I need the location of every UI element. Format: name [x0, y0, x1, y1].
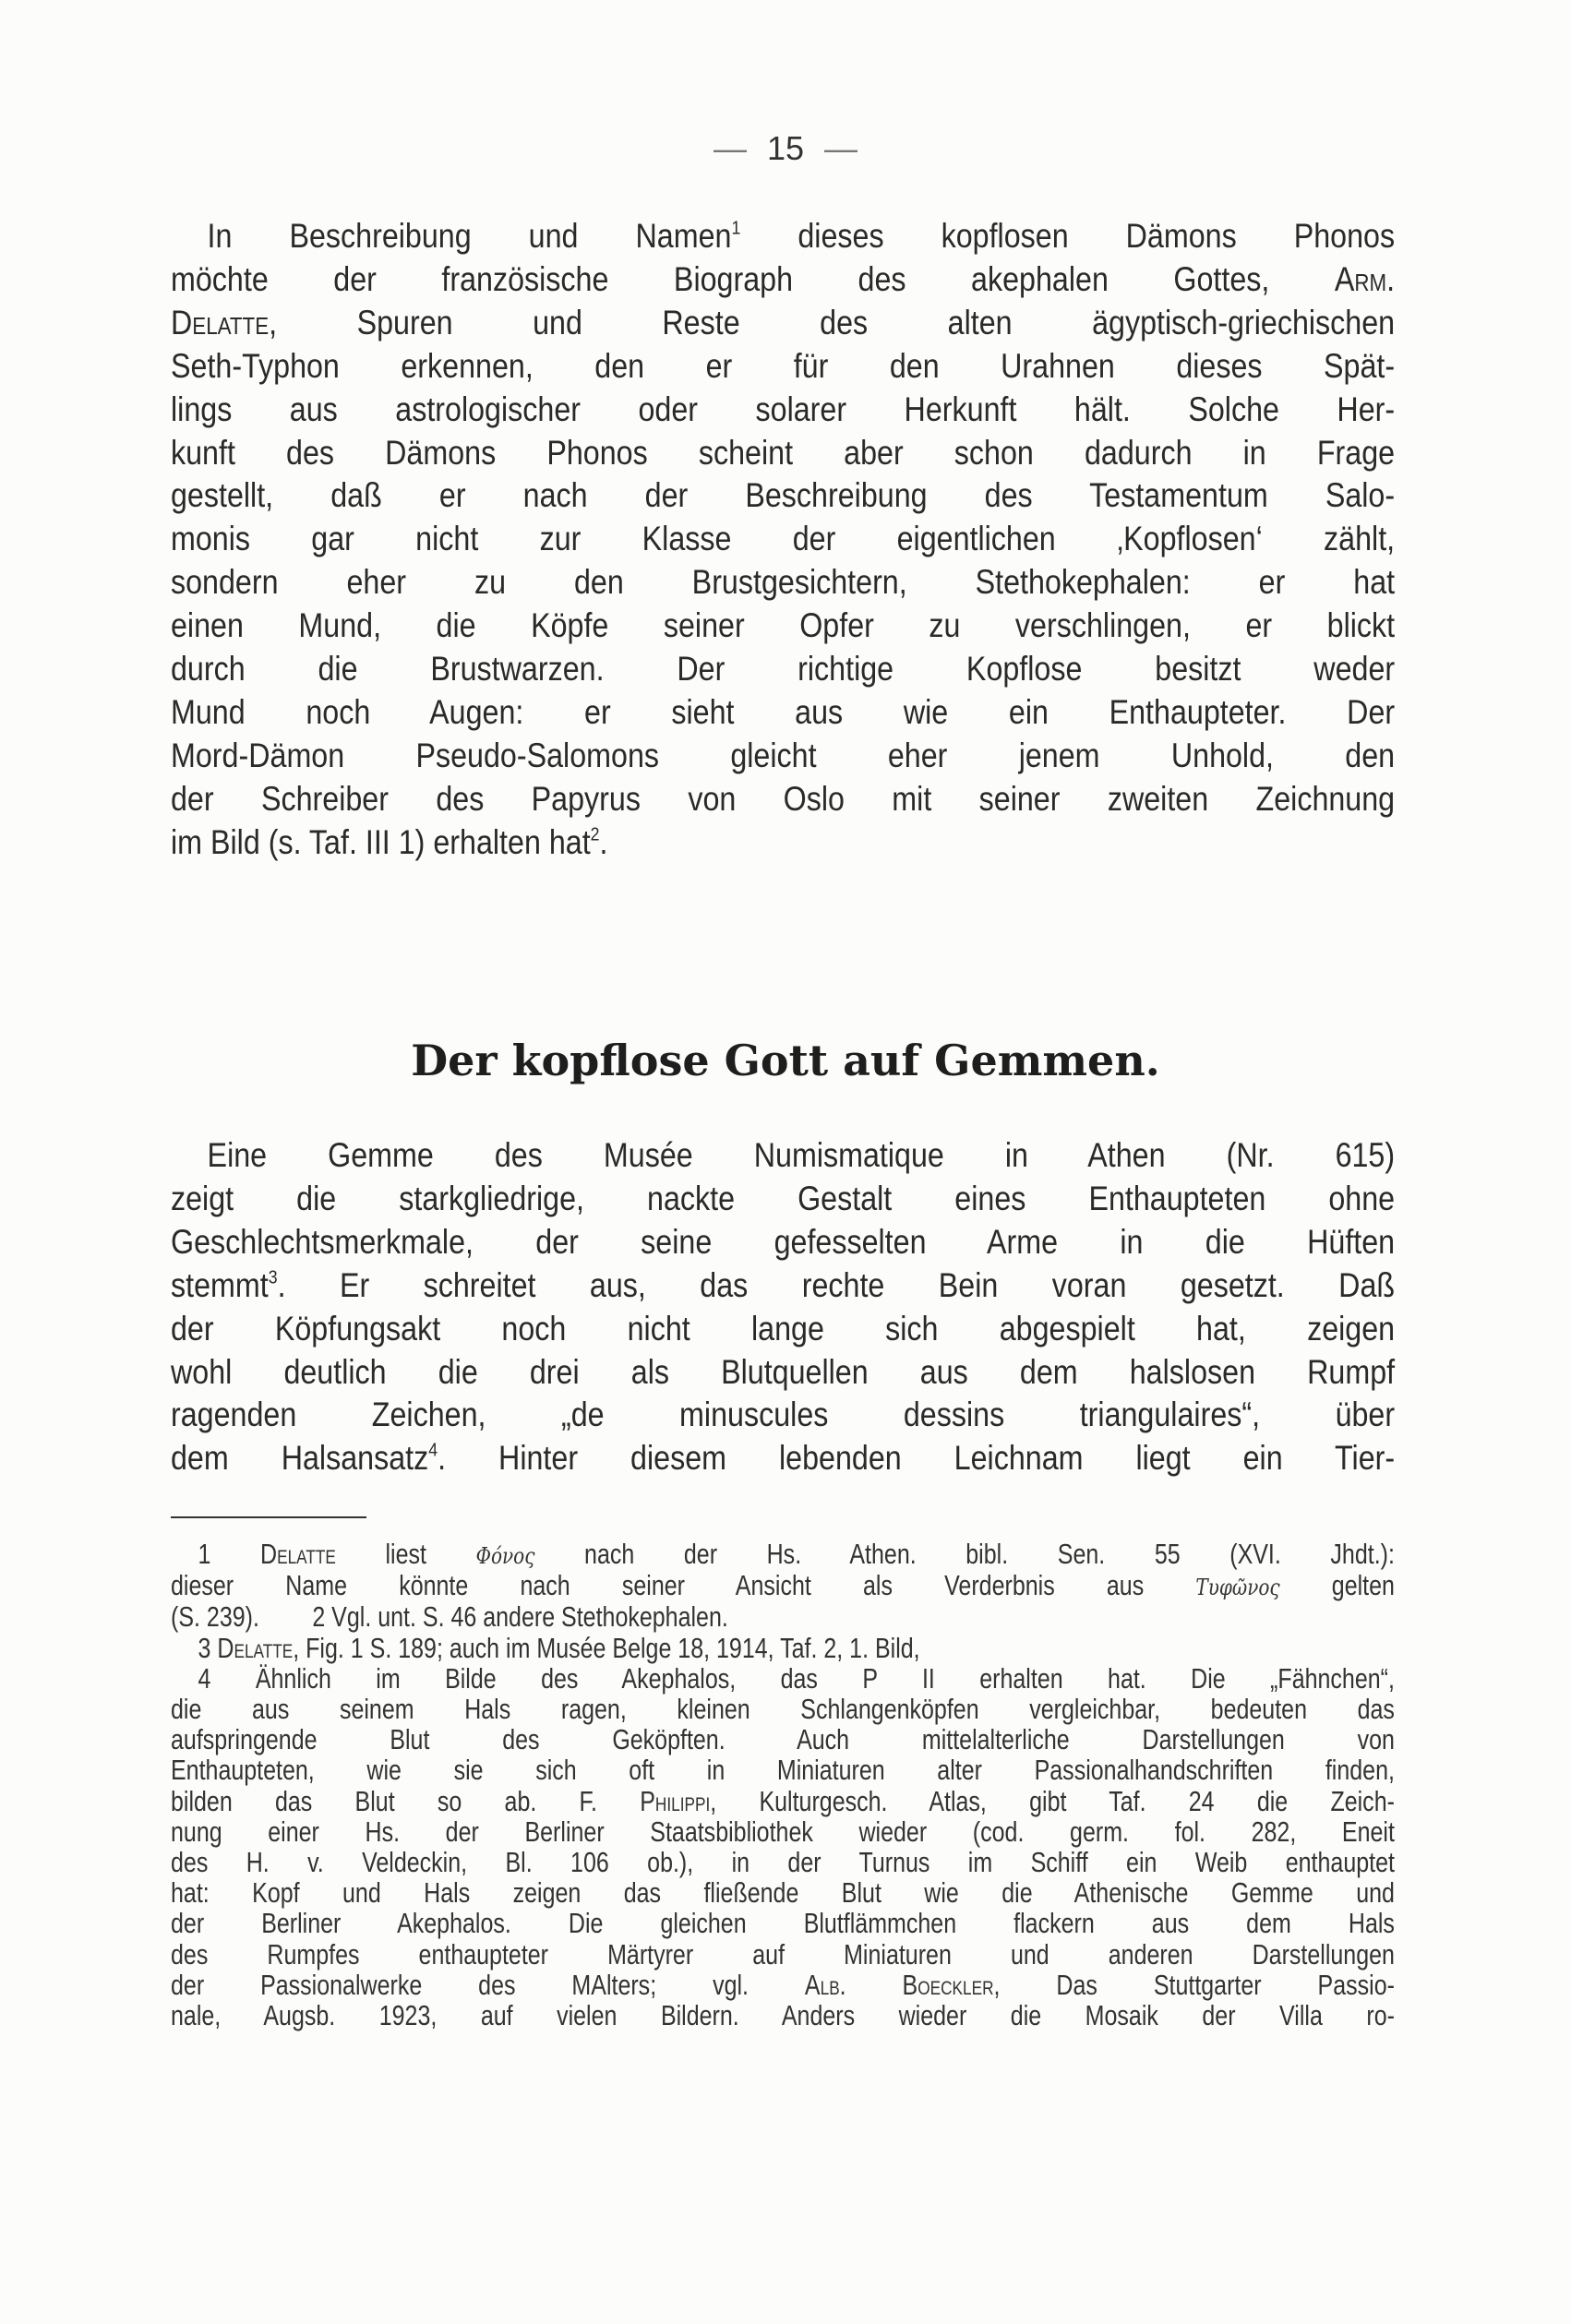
footnote-4	[171, 1664, 1395, 1695]
text-span: bilden das Blut so ab. F.	[171, 1785, 641, 1817]
footnote-1-cont	[171, 1571, 1395, 1602]
text-line: hat: Kopf und Hals zeigen das fließende Blut wie die Athenische Gemme und	[171, 1877, 1395, 1910]
text-span: . Er schreitet aus, das rechte Bein voran gesetzt. Daß	[277, 1264, 1396, 1304]
text-line: des Rumpfes enthaupteter Märtyrer auf Miniaturen und anderen Darstellungen	[171, 1938, 1395, 1971]
footnote-ref-3[interactable]: 3	[268, 1266, 278, 1288]
paragraph-gemme	[171, 1133, 1396, 1479]
author-name: Delatte	[217, 1632, 294, 1664]
text-span: im Bild (s. Taf. III 1) erhalten hat	[171, 821, 591, 861]
text-span: möchte der französische Biograph des akephalen Gottes,	[171, 258, 1270, 298]
text-span: Ähnlich im Bilde des Akephalos, das P II erhalten hat. Die „Fähnchen“,	[210, 1662, 1395, 1695]
footnote-ref-4[interactable]: 4	[428, 1439, 438, 1461]
paragraph-phonos	[171, 214, 1396, 864]
text-span: .	[599, 821, 608, 861]
page-number-dash-right: —	[824, 129, 858, 167]
text-line: der Schreiber des Papyrus von Oslo mit seiner zweiten Zeichnung	[171, 778, 1396, 818]
text-line: zeigt die starkgliedrige, nackte Gestalt eines Enthaupteten ohne	[171, 1178, 1396, 1217]
text-span: der Passionalwerke des MAlters; vgl.	[171, 1969, 805, 2001]
text-line	[171, 301, 1395, 344]
text-line	[171, 214, 1395, 258]
text-line: Enthaupteten, wie sie sich oft in Miniaturen alter Passionalhandschriften finden,	[171, 1755, 1395, 1787]
text-span: dem Halsansatz	[171, 1438, 429, 1478]
text-span: , Kulturgesch. Atlas, gibt Taf. 24 die Zeich-	[710, 1785, 1395, 1817]
section-heading: Der kopflose Gott auf Gemmen.	[411, 1036, 1160, 1085]
text-line: sondern eher zu den Brustgesichtern, Stethokephalen: er hat	[171, 562, 1396, 602]
text-line: wohl deutlich die drei als Blutquellen aus dem halslosen Rumpf	[171, 1351, 1396, 1391]
text-line: der Köpfungsakt noch nicht lange sich abgespielt hat, zeigen	[171, 1308, 1396, 1348]
text-span: , Spuren und Reste des alten ägyptisch-griechischen	[269, 302, 1396, 341]
text-span: , Fig. 1 S. 189; auch im Musée Belge 18, 1914, Taf. 2, 1. Bild,	[293, 1632, 920, 1664]
footnote-ref-1[interactable]: 1	[731, 217, 741, 239]
greek-word: Φόνος	[475, 1542, 535, 1569]
author-name: Arm.	[1334, 258, 1396, 298]
text-line: gestellt, daß er nach der Beschreibung des Testamentum Salo-	[171, 475, 1396, 515]
footnote-number: 2	[312, 1601, 326, 1634]
author-name: Philippi	[640, 1785, 711, 1817]
footnote-number: 1	[198, 1539, 211, 1570]
author-name: Alb. Boeckler	[804, 1969, 994, 2001]
text-span: . Hinter diesem lebenden Leichnam liegt ein Tier-	[438, 1438, 1396, 1478]
text-line: Mord-Dämon Pseudo-Salomons gleicht eher jenem Unhold, den	[171, 735, 1396, 774]
text-line: Mund noch Augen: er sieht aus wie ein Enthaupteter. Der	[171, 691, 1396, 731]
footnote-number: 4	[198, 1662, 211, 1695]
author-name: Delatte	[260, 1539, 336, 1570]
text-line: nung einer Hs. der Berliner Staatsbibliothek wieder (cod. germ. fol. 282, Eneit	[171, 1815, 1395, 1848]
text-line	[171, 1436, 1395, 1479]
text-line: des H. v. Veldeckin, Bl. 106 ob.), in der Turnus im Schiff ein Weib enthauptet	[171, 1847, 1395, 1879]
text-line: kunft des Dämons Phonos scheint aber schon dadurch in Frage	[171, 432, 1396, 472]
page-number-value: 15	[766, 129, 805, 167]
text-line: lings aus astrologischer oder solarer Herkunft hält. Solche Her-	[171, 389, 1396, 428]
page-number-dash-left: —	[713, 129, 747, 167]
footnote-1	[171, 1539, 1395, 1571]
text-span: Vgl. unt. S. 46 andere Stethokephalen.	[325, 1601, 728, 1634]
text-line	[171, 1787, 1395, 1817]
footnote-1-2-line	[171, 1602, 1395, 1633]
footnote-ref-2[interactable]: 2	[590, 823, 600, 845]
text-line: aufspringende Blut des Geköpften. Auch mittelalterliche Darstellungen von	[171, 1724, 1395, 1756]
text-line: der Berliner Akephalos. Die gleichen Blutflämmchen flackern aus dem Hals	[171, 1908, 1395, 1940]
text-line	[171, 821, 1395, 864]
text-line: Eine Gemme des Musée Numismatique in Athen (Nr. 615)	[207, 1135, 1396, 1174]
text-line: nale, Augsb. 1923, auf vielen Bildern. Anders wieder die Mosaik der Villa ro-	[171, 2000, 1395, 2032]
text-line: Geschlechtsmerkmale, der seine gefesselten Arme in die Hüften	[171, 1221, 1396, 1261]
text-span: dieser Name könnte nach seiner Ansicht als Verderbnis aus	[171, 1570, 1196, 1602]
text-span: liest	[335, 1539, 476, 1570]
author-name: Delatte	[171, 302, 270, 341]
text-line: einen Mund, die Köpfe seiner Opfer zu verschlingen, er blickt	[171, 605, 1396, 645]
text-span: gelten	[1279, 1570, 1395, 1602]
text-line	[171, 1971, 1395, 2001]
text-line: die aus seinem Hals ragen, kleinen Schlangenköpfen vergleichbar, bedeuten das	[171, 1694, 1395, 1726]
text-span: nach der Hs. Athen. bibl. Sen. 55 (XVI. Jhdt.):	[534, 1539, 1395, 1570]
greek-word: Τυφῶνος	[1195, 1574, 1280, 1601]
text-line: monis gar nicht zur Klasse der eigentlichen ‚Kopflosen‘ zählt,	[171, 519, 1396, 558]
text-span: , Das Stuttgarter Passio-	[993, 1969, 1395, 2001]
text-span: In Beschreibung und Namen	[207, 216, 732, 255]
page-number	[0, 129, 1571, 168]
text-line: ragenden Zeichen, „de minuscules dessins triangulaires“, über	[171, 1395, 1396, 1434]
footnote-separator	[171, 1516, 366, 1518]
text-span: dieses kopflosen Dämons Phonos	[797, 216, 1396, 255]
footnotes	[171, 1539, 1395, 2032]
footnote-3	[171, 1634, 1395, 1664]
text-line	[171, 258, 1395, 301]
footnote-number: 3	[198, 1632, 211, 1664]
text-span: stemmt	[171, 1264, 269, 1304]
text-span: (S. 239).	[171, 1601, 259, 1634]
text-line: Seth-Typhon erkennen, den er für den Urahnen dieses Spät-	[171, 345, 1396, 385]
text-line	[171, 1264, 1395, 1307]
text-line: durch die Brustwarzen. Der richtige Kopflose besitzt weder	[171, 649, 1396, 689]
